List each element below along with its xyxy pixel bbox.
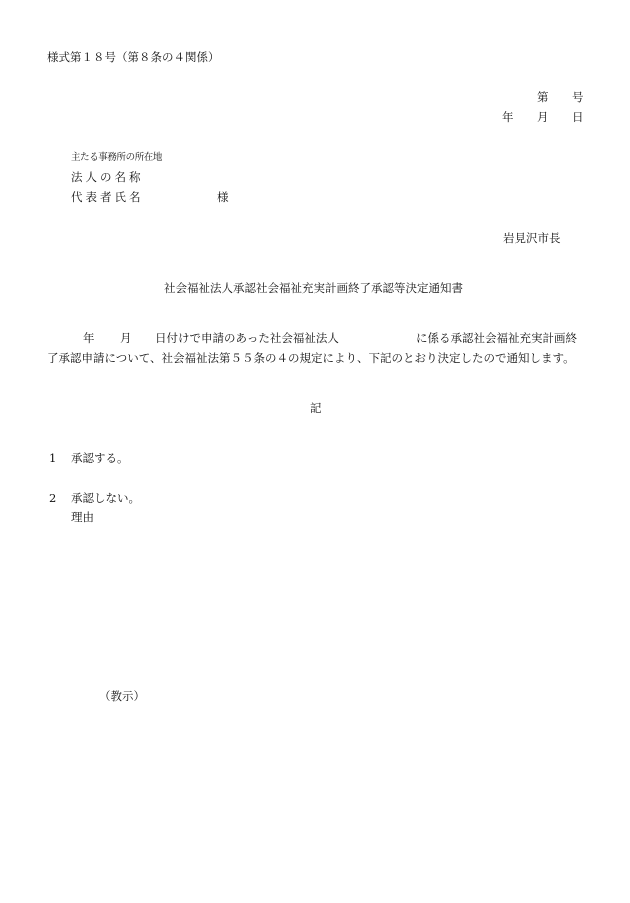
representative-label: 代表者氏名 <box>71 190 144 204</box>
honorific: 様 <box>217 190 229 204</box>
corporation-name-label: 法人の名称 <box>71 170 144 184</box>
item-1-text: 承認する。 <box>71 451 129 465</box>
item-2-text: 承認しない。 <box>71 491 140 505</box>
body-text-part2: に係る承認社会福祉充実計画終 <box>416 331 577 345</box>
instruction-label: （教示） <box>99 689 145 703</box>
reason-label: 理由 <box>71 510 94 524</box>
body-text-part1: 日付けで申請のあった社会福祉法人 <box>155 331 339 345</box>
number-go: 号 <box>572 90 584 104</box>
issuer: 岩見沢市長 <box>503 231 561 245</box>
date-year: 年 <box>502 110 514 124</box>
item-2-number: 2 <box>49 491 57 505</box>
document-title: 社会福祉法人承認社会福祉充実計画終了承認等決定通知書 <box>164 281 463 295</box>
body-month: 月 <box>120 331 132 345</box>
body-year: 年 <box>83 331 95 345</box>
ki-heading: 記 <box>310 401 322 415</box>
date-day: 日 <box>572 110 584 124</box>
form-number: 様式第１８号（第８条の４関係） <box>47 50 220 64</box>
item-1-number: 1 <box>49 451 57 465</box>
number-dai: 第 <box>537 90 549 104</box>
office-location-label: 主たる事務所の所在地 <box>71 152 163 163</box>
body-line2: 了承認申請について、社会福祉法第５５条の４の規定により、下記のとおり決定したので通知します。 <box>47 351 575 365</box>
date-month: 月 <box>537 110 549 124</box>
